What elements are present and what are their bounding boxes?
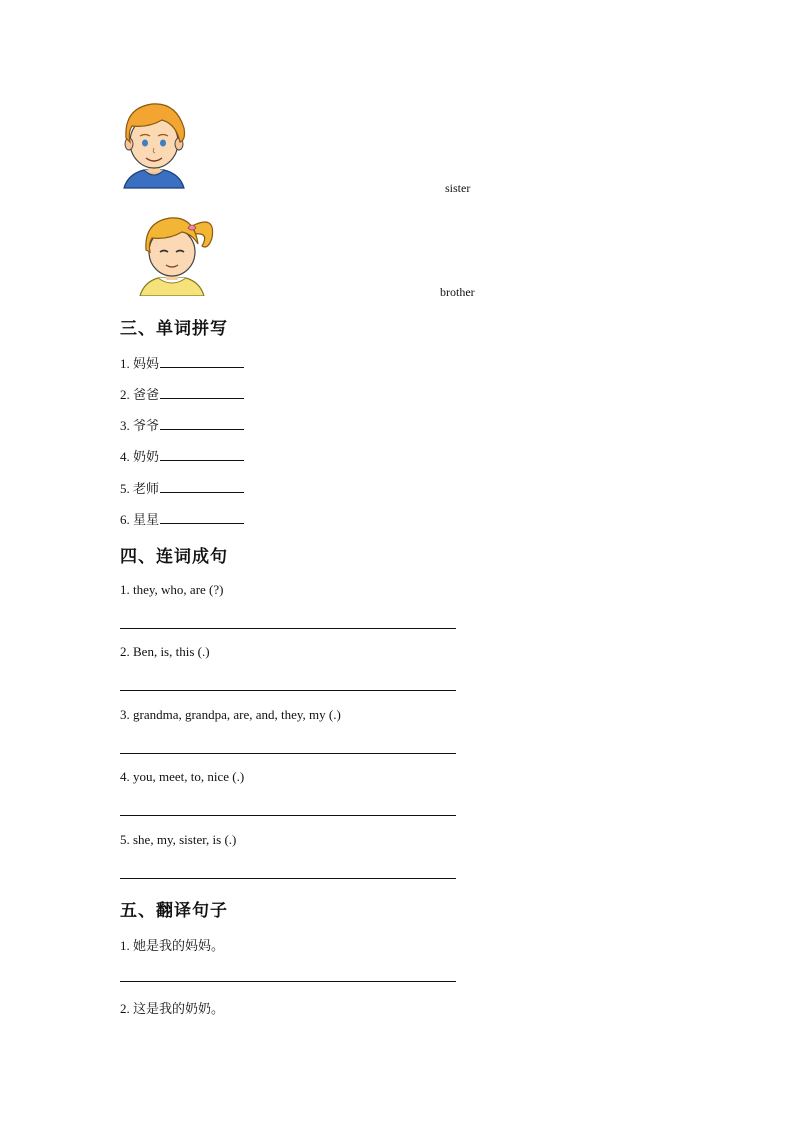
sentence-prompt-4: 4. you, meet, to, nice (.) [120,769,245,784]
sentence-prompt-2: 2. Ben, is, this (.) [120,644,210,659]
answer-line-3[interactable] [120,753,456,754]
spelling-item-1 [120,353,244,372]
section-5-title: 五、翻译句子 [120,901,228,921]
answer-line-2[interactable] [120,690,456,691]
spelling-prompt: 4. 奶奶 [120,449,160,464]
section-4-title: 四、连词成句 [120,547,228,567]
spelling-prompt: 3. 爷爷 [120,418,160,433]
spelling-blank[interactable] [160,479,244,493]
answer-line-5[interactable] [120,878,456,879]
boy-portrait [118,98,190,190]
girl-portrait [136,206,220,296]
spelling-prompt: 2. 爸爸 [120,387,160,402]
word-sister: sister [445,181,471,195]
spelling-item-6 [120,509,244,528]
girl-portrait-icon [136,206,220,296]
spelling-prompt: 5. 老师 [120,481,160,496]
spelling-prompt: 6. 星星 [120,512,160,527]
spelling-item-5 [120,478,244,497]
word-brother: brother [440,285,475,299]
section-3-title: 三、单词拼写 [120,319,228,339]
translate-answer-line-1[interactable] [120,981,456,982]
translate-prompt-2: 2. 这是我的奶奶。 [120,1001,225,1016]
spelling-blank[interactable] [160,385,244,399]
answer-line-1[interactable] [120,628,456,629]
sentence-prompt-1: 1. they, who, are (?) [120,582,224,597]
translate-prompt-1: 1. 她是我的妈妈。 [120,938,225,953]
spelling-blank[interactable] [160,354,244,368]
sentence-prompt-5: 5. she, my, sister, is (.) [120,832,237,847]
spelling-prompt: 1. 妈妈 [120,356,160,371]
sentence-prompt-3: 3. grandma, grandpa, are, and, they, my (.) [120,707,341,722]
boy-portrait-icon [118,98,190,190]
spelling-item-2 [120,384,244,403]
spelling-blank[interactable] [160,447,244,461]
spelling-blank[interactable] [160,510,244,524]
spelling-item-4 [120,446,244,465]
answer-line-4[interactable] [120,815,456,816]
spelling-item-3 [120,415,244,434]
spelling-blank[interactable] [160,416,244,430]
